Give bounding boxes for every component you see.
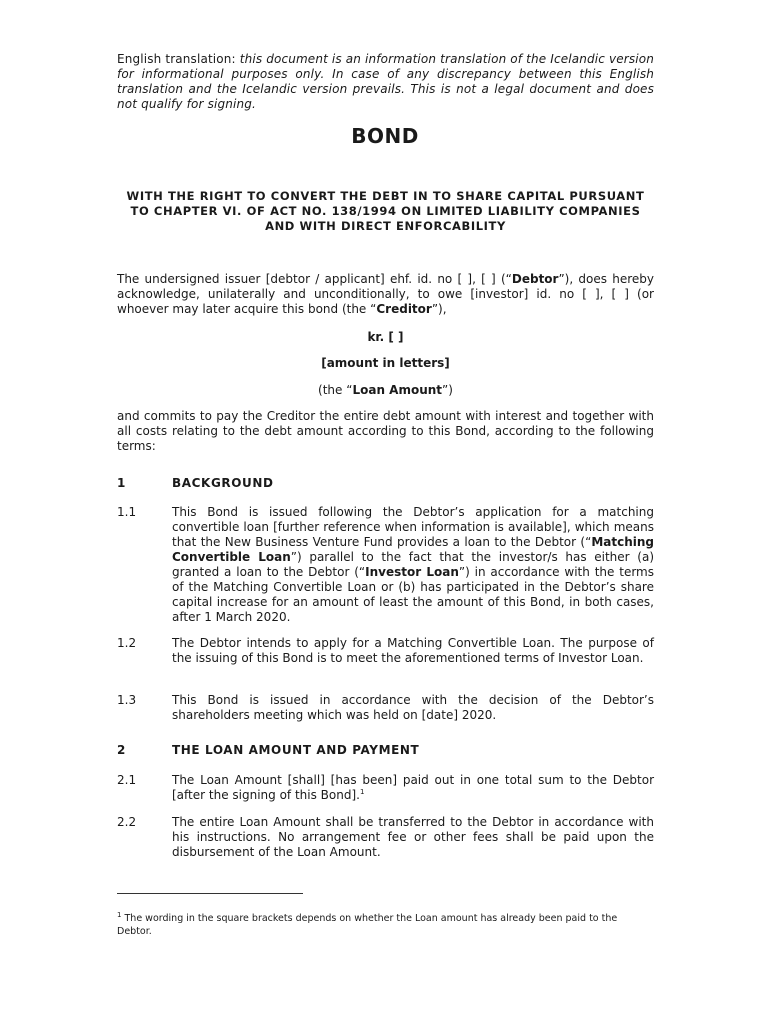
document-title: BOND [351,124,419,148]
footnote-reference: 1 [359,788,365,796]
footnote-divider [117,893,303,894]
notice-italic: this document is an information translation of the Icelandic version for informational purposes only. In case of any discrepancy between this English translation and the Icelandic version prevails. This is not a legal document and does not qualify for signing. [117,52,654,111]
amount-in-letters: [amount in letters] [321,356,450,370]
term-creditor: Creditor [376,302,432,316]
text-run: ”), [431,302,447,316]
preamble-paragraph [117,272,654,317]
footnote-text: The wording in the square brackets depends on whether the Loan amount has already been paid to the Debtor. [117,913,618,937]
footnote [117,912,654,938]
footnote-mark: 1 [117,910,122,919]
translation-notice [117,52,654,112]
text-run: ”) [442,383,453,397]
text-run: The Loan Amount [shall] [has been] paid out in one total sum to the Debtor [after the signing of this Bond]. [172,773,654,802]
clause-1-1 [172,505,654,625]
text-run: ”), does hereby acknowledge, unilaterally and unconditionally, to owe [investor] id. no [ ], [ ] (or whoever may later acquire this bond (the “ [117,272,654,316]
term-matching-convertible-loan: Matching Convertible Loan [172,535,654,564]
term-loan-amount: Loan Amount [352,383,443,397]
text-run: The undersigned issuer [debtor / applicant] ehf. id. no [ ], [ ] (“ [117,272,512,286]
clause-number: 1.2 [117,636,137,650]
term-debtor: Debtor [511,272,559,286]
section-number: 1 [117,476,126,490]
clause-1-2: The Debtor intends to apply for a Matching Convertible Loan. The purpose of the issuing of this Bond is to meet the aforementioned terms of Investor Loan. [172,636,654,665]
term-investor-loan: Investor Loan [365,565,459,579]
amount-line: kr. [ ] [367,330,404,344]
section-number: 2 [117,743,126,757]
clause-2-1 [172,773,654,803]
clause-number: 2.2 [117,815,137,829]
section-heading-background: BACKGROUND [172,476,274,490]
clause-number: 1.3 [117,693,137,707]
loan-amount-definition [117,383,654,398]
text-run: ”) parallel to the fact that the investor/s has either (a) granted a loan to the Debtor (“ [172,550,655,579]
text-run: This Bond is issued following the Debtor’s application for a matching convertible loan [further reference when information is available], which means that the New Business Venture Fund provides a loan to the Debtor (“ [172,505,654,549]
clause-2-2: The entire Loan Amount shall be transferred to the Debtor in accordance with his instructions. No arrangement fee or other fees shall be paid upon the disbursement of the Loan Amount. [172,815,654,859]
text-run: (the “ [318,383,353,397]
commitment-paragraph: and commits to pay the Creditor the entire debt amount with interest and together with all costs relating to the debt amount according to this Bond, according to the following terms: [117,409,654,453]
clause-1-3: This Bond is issued in accordance with the decision of the Debtor’s shareholders meeting which was held on [date] 2020. [172,693,654,722]
notice-lead: English translation: [117,52,240,66]
clause-number: 1.1 [117,505,137,519]
clause-number: 2.1 [117,773,137,787]
document-subtitle: WITH THE RIGHT TO CONVERT THE DEBT IN TO SHARE CAPITAL PURSUANT TO CHAPTER VI. OF ACT NO. 138/1994 ON LIMITED LIABILITY COMPANIES AND WITH DIRECT ENFORCABILITY [126,189,645,233]
text-run: ”) in accordance with the terms of the Matching Convertible Loan or (b) has participated in the Debtor’s share capital increase for an amount of least the amount of this Bond, in both cases, after 1 March 2020. [172,565,655,624]
section-heading-loan-amount: THE LOAN AMOUNT AND PAYMENT [172,743,420,757]
